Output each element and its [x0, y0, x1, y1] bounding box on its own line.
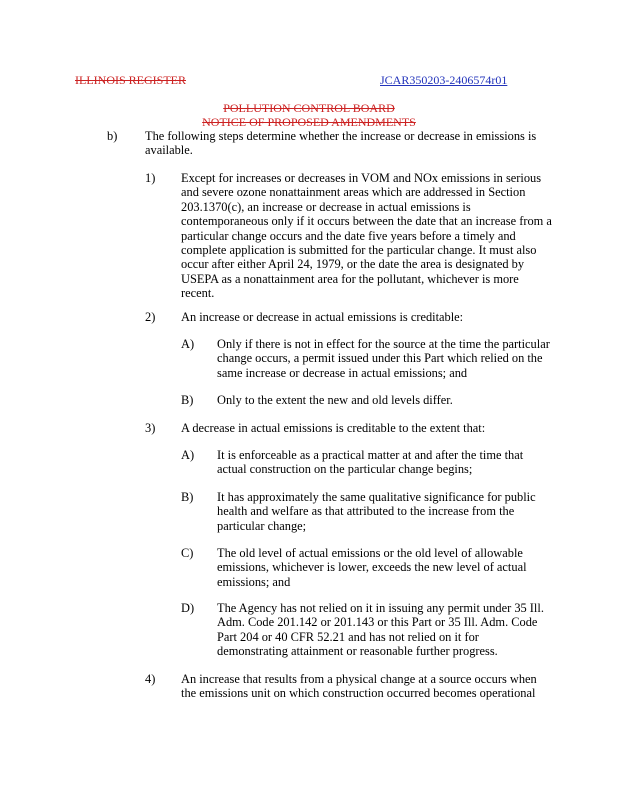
item-3c-marker: C) — [181, 546, 194, 560]
item-3-marker: 3) — [145, 421, 156, 435]
text-line: demonstrating attainment or reasonable further progress. — [217, 644, 498, 659]
item-3b-text — [217, 490, 587, 533]
board-title: POLLUTION CONTROL BOARD — [223, 101, 395, 115]
text-line: occur after either April 24, 1979, or the date the area is designated by — [181, 257, 525, 272]
item-1-marker: 1) — [145, 171, 156, 185]
item-2a-marker: A) — [181, 337, 195, 351]
text-line: The Agency has not relied on it in issuing any permit under 35 Ill. — [217, 601, 544, 615]
text-line: complete application is submitted for the particular change. It must also — [181, 243, 537, 258]
section-b-marker: b) — [107, 129, 118, 143]
text-line: same increase or decrease in actual emissions; and — [217, 365, 468, 380]
register-header: ILLINOIS REGISTER — [75, 73, 186, 87]
text-line: An increase or decrease in actual emissions is creditable: — [181, 310, 464, 324]
text-line: the emissions unit on which construction occurred becomes operational — [181, 686, 536, 701]
item-2-text — [181, 310, 586, 324]
item-3d-text — [217, 601, 587, 659]
item-2b-text — [217, 393, 587, 407]
item-3c-text — [217, 546, 587, 589]
item-2a-text — [217, 337, 587, 380]
item-3b-marker: B) — [181, 490, 194, 504]
text-line: Except for increases or decreases in VOM and NOx emissions in serious — [181, 171, 542, 185]
item-3d-marker: D) — [181, 601, 195, 615]
section-b-text — [145, 129, 585, 158]
text-line: and severe ozone nonattainment areas which are addressed in Section — [181, 185, 526, 200]
notice-title: NOTICE OF PROPOSED AMENDMENTS — [202, 115, 416, 129]
text-line: Part 204 or 40 CFR 52.21 and has not relied on it for — [217, 629, 479, 644]
text-line: USEPA as a nonattainment area for the pollutant, whichever is more — [181, 271, 519, 286]
item-1-text — [181, 171, 586, 301]
text-line: Adm. Code 201.142 or 201.143 or this Part or 35 Ill. Adm. Code — [217, 615, 538, 630]
item-2-marker: 2) — [145, 310, 156, 324]
text-line: available. — [145, 143, 193, 158]
text-line: The old level of actual emissions or the old level of allowable — [217, 546, 523, 560]
item-3a-text — [217, 448, 587, 477]
text-line: particular change occurs and the date five years before a timely and — [181, 228, 516, 243]
item-2b-marker: B) — [181, 393, 194, 407]
text-line: recent. — [181, 286, 215, 301]
item-4-text — [181, 672, 586, 701]
text-line: The following steps determine whether the increase or decrease in emissions is — [145, 129, 537, 143]
text-line: It is enforceable as a practical matter at and after the time that — [217, 448, 524, 462]
item-4-marker: 4) — [145, 672, 156, 686]
item-3-text — [181, 421, 586, 435]
text-line: health and welfare as that attributed to the increase from the — [217, 504, 515, 519]
item-3a-marker: A) — [181, 448, 195, 462]
text-line: A decrease in actual emissions is creditable to the extent that: — [181, 421, 486, 435]
text-line: emissions, whichever is lower, exceeds the new level of actual — [217, 560, 527, 575]
text-line: It has approximately the same qualitative significance for public — [217, 490, 536, 504]
text-line: particular change; — [217, 518, 307, 533]
document-id-link[interactable]: JCAR350203-2406574r01 — [380, 73, 508, 87]
text-line: An increase that results from a physical change at a source occurs when — [181, 672, 537, 686]
text-line: Only to the extent the new and old levels differ. — [217, 393, 453, 407]
text-line: actual construction on the particular change begins; — [217, 462, 473, 477]
text-line: emissions; and — [217, 574, 291, 589]
text-line: contemporaneous only if it occurs between the date that an increase from a — [181, 214, 552, 229]
text-line: 203.1370(c), an increase or decrease in actual emissions is — [181, 199, 471, 214]
text-line: change occurs, a permit issued under this Part which relied on the — [217, 351, 543, 366]
text-line: Only if there is not in effect for the source at the time the particular — [217, 337, 550, 351]
